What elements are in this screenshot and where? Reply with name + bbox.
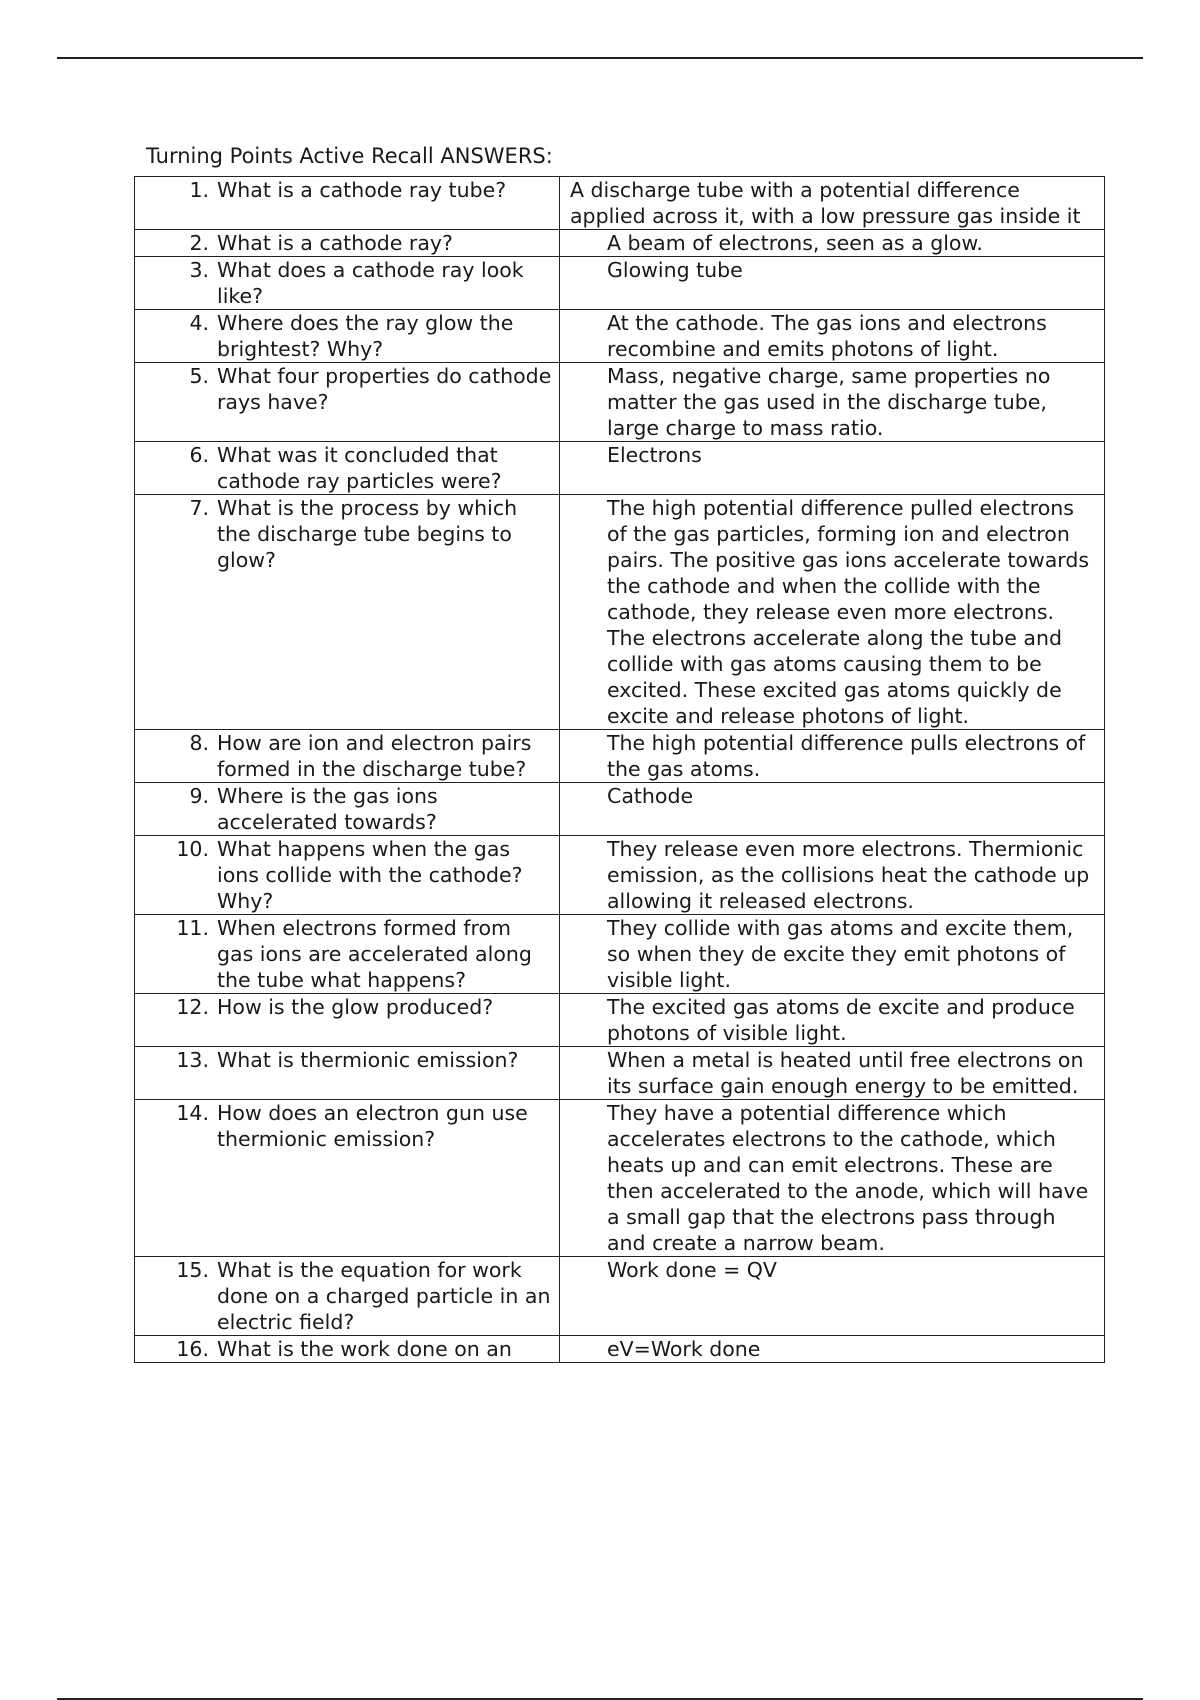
question-text: Where does the ray glow the brightest? Why? [217, 311, 514, 361]
question-cell [135, 257, 560, 310]
question-cell [135, 310, 560, 363]
question-cell [135, 230, 560, 257]
table-row [135, 257, 1105, 310]
question-number: 5. [189, 364, 209, 388]
answer-cell [560, 442, 1105, 495]
question [135, 230, 559, 256]
answer-cell [560, 1336, 1105, 1363]
question-number: 4. [189, 311, 209, 335]
page-title: Turning Points Active Recall ANSWERS: [146, 144, 553, 168]
question-number: 8. [189, 731, 209, 755]
question-number: 6. [189, 443, 209, 467]
question-cell [135, 836, 560, 915]
qa-table [134, 176, 1105, 1363]
question-text: What is thermionic emission? [217, 1048, 519, 1072]
question-text: When electrons formed from gas ions are accelerated along the tube what happens? [217, 916, 532, 992]
answer-text: A discharge tube with a potential difference applied across it, with a low pressure gas inside it [570, 178, 1081, 228]
question-text: What happens when the gas ions collide with the cathode? Why? [217, 837, 523, 913]
answer-text: They have a potential difference which accelerates electrons to the cathode, which heats up and can emit electrons. These are then accelerated to the anode, which will have a small gap that the electrons pass through and create a narrow beam. [607, 1101, 1089, 1255]
answer-text: They collide with gas atoms and excite them, so when they de excite they emit photons of visible light. [607, 916, 1074, 992]
question-cell [135, 994, 560, 1047]
question-cell [135, 442, 560, 495]
qa-table-body [135, 177, 1105, 1363]
table-row [135, 783, 1105, 836]
answer-text: eV=Work done [607, 1337, 761, 1361]
answer-cell [560, 915, 1105, 994]
question-text: What is the process by which the discharge tube begins to glow? [217, 496, 518, 572]
answer-text: A beam of electrons, seen as a glow. [607, 231, 983, 255]
table-row [135, 495, 1105, 730]
question [135, 442, 559, 494]
answer-text: They release even more electrons. Thermionic emission, as the collisions heat the cathode up allowing it released electrons. [607, 837, 1090, 913]
question [135, 1047, 559, 1073]
question-number: 7. [189, 496, 209, 520]
question [135, 1257, 559, 1335]
answer-text: When a metal is heated until free electrons on its surface gain enough energy to be emitted. [607, 1048, 1084, 1098]
question-text: What was it concluded that cathode ray particles were? [217, 443, 502, 493]
question-number: 13. [176, 1048, 209, 1072]
table-row [135, 994, 1105, 1047]
question [135, 836, 559, 914]
answer-text: The high potential difference pulled electrons of the gas particles, forming ion and electron pairs. The positive gas ions accelerate towards the cathode and when the collide with the cathode, they release even more electrons. The electrons accelerate along the tube and collide with gas atoms causing them to be excited. These excited gas atoms quickly de excite and release photons of light. [607, 496, 1090, 728]
question-number: 15. [176, 1258, 209, 1282]
question-number: 12. [176, 995, 209, 1019]
question-number: 9. [189, 784, 209, 808]
question-text: How does an electron gun use thermionic emission? [217, 1101, 528, 1151]
question [135, 310, 559, 362]
table-row [135, 1336, 1105, 1363]
question [135, 730, 559, 782]
question-text: How are ion and electron pairs formed in the discharge tube? [217, 731, 532, 781]
question [135, 257, 559, 309]
question-number: 11. [176, 916, 209, 940]
question-cell [135, 915, 560, 994]
answer-cell [560, 1047, 1105, 1100]
question [135, 363, 559, 415]
answer-text: Glowing tube [607, 258, 743, 282]
answer-cell [560, 495, 1105, 730]
question-number: 10. [176, 837, 209, 861]
question-text: What is the equation for work done on a charged particle in an electric field? [217, 1258, 551, 1334]
question-number: 1. [189, 178, 209, 202]
header-rule [57, 57, 1143, 59]
question-cell [135, 730, 560, 783]
table-row [135, 363, 1105, 442]
table-row [135, 730, 1105, 783]
question [135, 783, 559, 835]
question [135, 1336, 559, 1362]
table-row [135, 310, 1105, 363]
question [135, 994, 559, 1020]
question-text: What is a cathode ray tube? [217, 178, 507, 202]
answer-text: At the cathode. The gas ions and electrons recombine and emits photons of light. [607, 311, 1047, 361]
question-text: What does a cathode ray look like? [217, 258, 524, 308]
question [135, 915, 559, 993]
question [135, 177, 559, 203]
table-row [135, 177, 1105, 230]
answer-text: Work done = QV [607, 1258, 777, 1282]
answer-cell [560, 310, 1105, 363]
answer-cell [560, 230, 1105, 257]
question-text: What is a cathode ray? [217, 231, 453, 255]
table-row [135, 442, 1105, 495]
table-row [135, 836, 1105, 915]
question-cell [135, 1100, 560, 1257]
question-cell [135, 1047, 560, 1100]
question-text: How is the glow produced? [217, 995, 494, 1019]
answer-text: The high potential difference pulls electrons of the gas atoms. [607, 731, 1086, 781]
question-number: 14. [176, 1101, 209, 1125]
question-number: 16. [176, 1337, 209, 1361]
answer-cell [560, 363, 1105, 442]
answer-cell [560, 177, 1105, 230]
answer-text: Cathode [607, 784, 694, 808]
table-row [135, 1100, 1105, 1257]
question-text: Where is the gas ions accelerated towards? [217, 784, 438, 834]
question-cell [135, 495, 560, 730]
table-row [135, 1257, 1105, 1336]
question-cell [135, 363, 560, 442]
question-cell [135, 783, 560, 836]
answer-cell [560, 783, 1105, 836]
answer-cell [560, 730, 1105, 783]
answer-text: The excited gas atoms de excite and produce photons of visible light. [607, 995, 1075, 1045]
answer-cell [560, 836, 1105, 915]
question-number: 3. [189, 258, 209, 282]
question-cell [135, 177, 560, 230]
answer-cell [560, 1100, 1105, 1257]
question-cell [135, 1257, 560, 1336]
answer-cell [560, 257, 1105, 310]
question-text: What four properties do cathode rays have? [217, 364, 552, 414]
answer-cell [560, 1257, 1105, 1336]
question [135, 495, 559, 573]
question-cell [135, 1336, 560, 1363]
answer-text: Mass, negative charge, same properties no matter the gas used in the discharge tube, large charge to mass ratio. [607, 364, 1051, 440]
question [135, 1100, 559, 1152]
table-row [135, 230, 1105, 257]
question-number: 2. [189, 231, 209, 255]
question-text: What is the work done on an [217, 1337, 512, 1361]
answer-cell [560, 994, 1105, 1047]
table-row [135, 915, 1105, 994]
table-row [135, 1047, 1105, 1100]
answer-text: Electrons [607, 443, 702, 467]
